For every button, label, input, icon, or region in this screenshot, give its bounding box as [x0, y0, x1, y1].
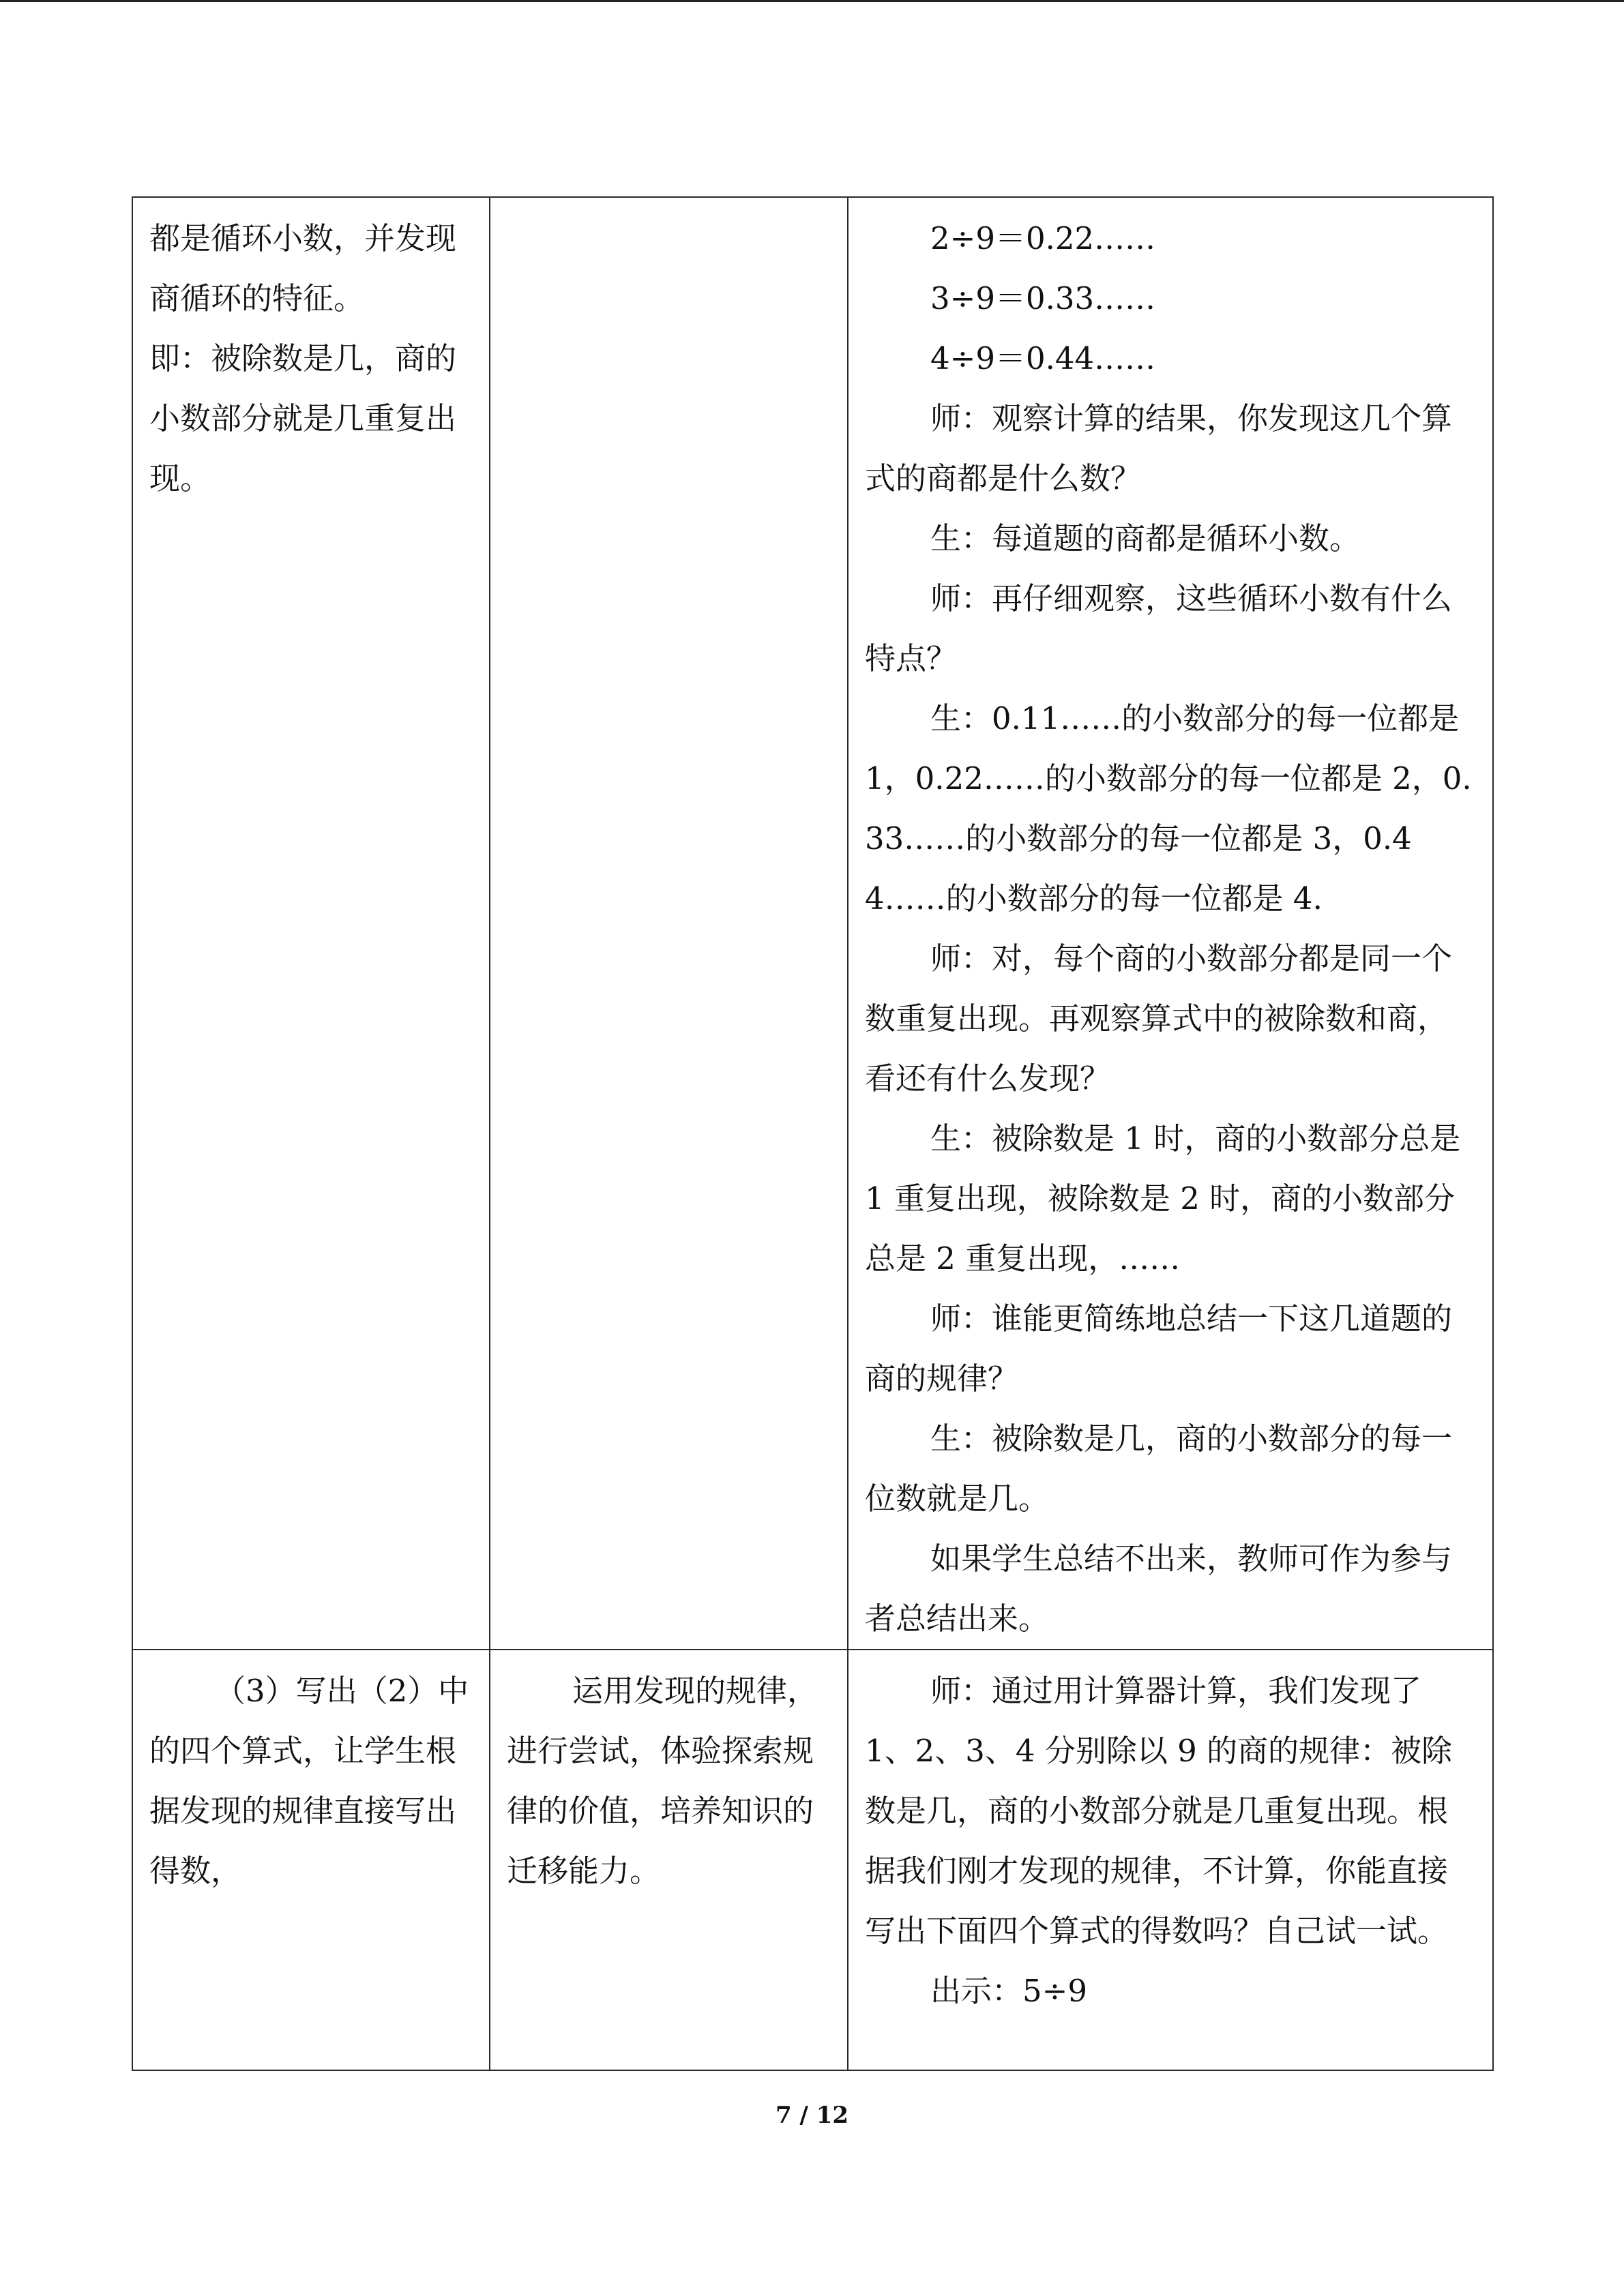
cell-teaching-step [132, 197, 490, 1650]
dialogue-paragraph: 师：通过用计算器计算，我们发现了 1、2、3、4 分别除以 9 的商的规律：被除数是几，商的小数部分就是几重复出现。根据我们刚才发现的规律，不计算，你能直接写出下面四个算式的得数吗？自己试一试。 [865, 1673, 1453, 1949]
table-row [132, 197, 1493, 1650]
equation-line: 4÷9＝0.44…… [930, 340, 1156, 376]
cell-teaching-process [848, 1650, 1493, 2070]
dialogue-paragraph: 生：被除数是 1 时，商的小数部分总是 1 重复出现，被除数是 2 时，商的小数部分总是 2 重复出现，…… [865, 1120, 1461, 1277]
dialogue-paragraph: 出示：5÷9 [930, 1973, 1087, 2009]
dialogue-paragraph: 如果学生总结不出来，教师可作为参与者总结出来。 [865, 1540, 1453, 1637]
table-row [132, 1650, 1493, 2070]
cell-paragraph: 都是循环小数，并发现商循环的特征。 [149, 220, 457, 316]
dialogue-paragraph: 生：0.11……的小数部分的每一位都是1，0.22……的小数部分的每一位都是 2，0.33……的小数部分的每一位都是 3，0.44……的小数部分的每一位都是 4. [865, 700, 1472, 916]
cell-teaching-process [848, 197, 1493, 1650]
dialogue-paragraph: 生：被除数是几，商的小数部分的每一位数就是几。 [865, 1420, 1453, 1517]
page-number: 7 / 12 [775, 2102, 849, 2129]
dialogue-paragraph: 师：谁能更简练地总结一下这几道题的商的规律？ [865, 1300, 1453, 1397]
cell-paragraph: （3）写出（2）中的四个算式，让学生根据发现的规律直接写出得数， [149, 1673, 469, 1889]
dialogue-paragraph: 师：观察计算的结果，你发现这几个算式的商都是什么数？ [865, 400, 1453, 496]
equation-line: 3÷9＝0.33…… [930, 280, 1156, 316]
cell-teaching-step [132, 1650, 490, 2070]
dialogue-paragraph: 师：对，每个商的小数部分都是同一个数重复出现。再观察算式中的被除数和商，看还有什么发现？ [865, 940, 1453, 1097]
lesson-plan-table [132, 196, 1494, 2071]
cell-paragraph: 运用发现的规律，进行尝试，体验探索规律的价值，培养知识的迁移能力。 [507, 1673, 818, 1889]
cell-paragraph: 即：被除数是几，商的小数部分就是几重复出现。 [149, 340, 457, 496]
dialogue-paragraph: 师：再仔细观察，这些循环小数有什么特点？ [865, 580, 1453, 676]
cell-design-intent [490, 1650, 848, 2070]
page-top-border [0, 0, 1624, 2]
dialogue-paragraph: 生：每道题的商都是循环小数。 [930, 520, 1361, 556]
equation-line: 2÷9＝0.22…… [930, 220, 1156, 256]
cell-design-intent [490, 197, 848, 1650]
